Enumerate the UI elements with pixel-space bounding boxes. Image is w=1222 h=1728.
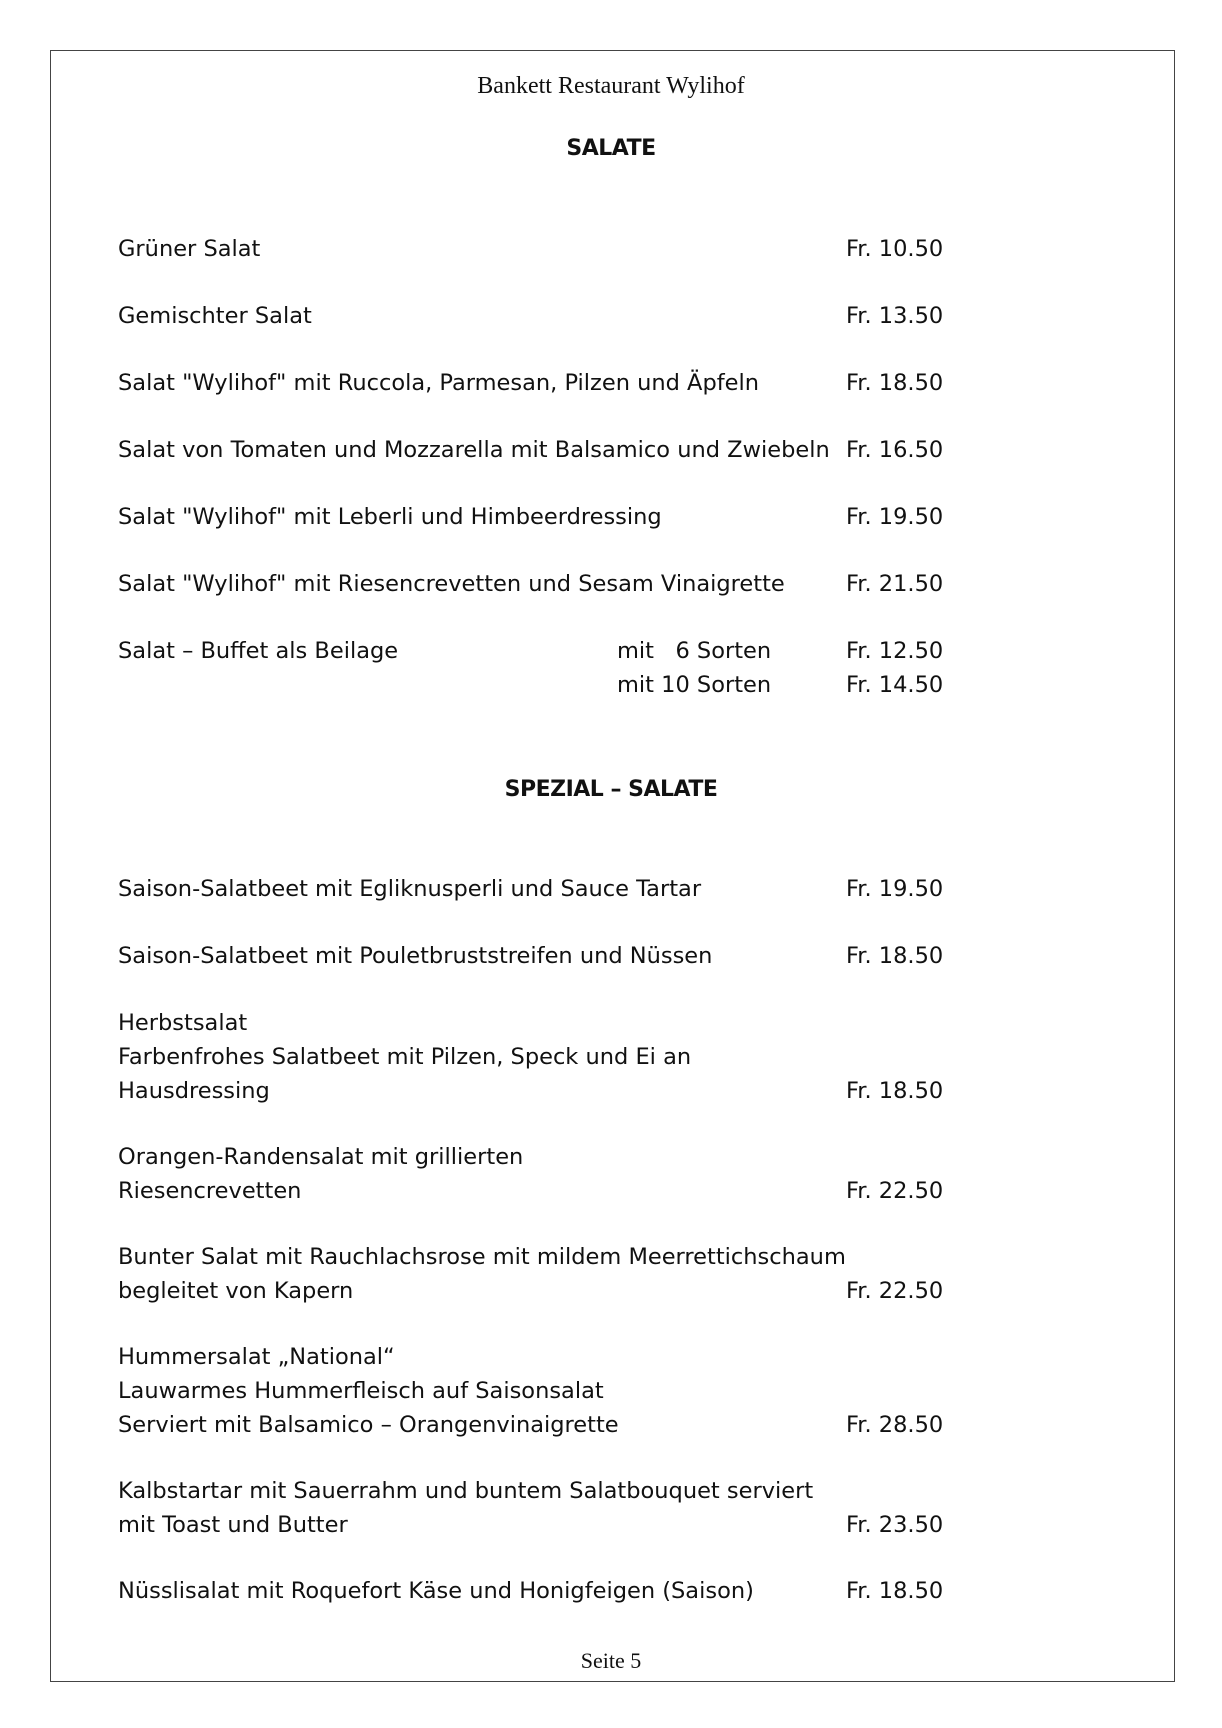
menu-item-description bbox=[118, 299, 848, 333]
menu-item-description bbox=[118, 366, 848, 400]
menu-item-line: Saison-Salatbeet mit Egliknusperli und Sauce Tartar bbox=[118, 876, 702, 902]
menu-item-line: Gemischter Salat bbox=[118, 303, 312, 329]
page-number: Seite 5 bbox=[580, 1648, 642, 1673]
menu-item-price: Fr. 18.50 bbox=[846, 370, 944, 396]
section-title-salate: SALATE bbox=[566, 136, 656, 161]
menu-item-line: Nüsslisalat mit Roquefort Käse und Honigfeigen (Saison) bbox=[118, 1578, 754, 1604]
menu-item-price: Fr. 10.50 bbox=[846, 236, 944, 262]
menu-item-description bbox=[118, 872, 848, 906]
menu-item-line: mit Toast und Butter bbox=[118, 1512, 348, 1538]
menu-item-line: Kalbstartar mit Sauerrahm und buntem Salatbouquet serviert bbox=[118, 1478, 814, 1504]
menu-item-description bbox=[118, 1474, 848, 1542]
menu-item-line: begleitet von Kapern bbox=[118, 1278, 354, 1304]
menu-item-line: Bunter Salat mit Rauchlachsrose mit mildem Meerrettichschaum bbox=[118, 1244, 846, 1270]
menu-item-price: Fr. 19.50 bbox=[846, 876, 944, 902]
menu-item-line: Serviert mit Balsamico – Orangenvinaigrette bbox=[118, 1412, 619, 1438]
menu-item-line: Grüner Salat bbox=[118, 236, 261, 262]
menu-item-price: Fr. 28.50 bbox=[846, 1412, 944, 1438]
menu-item-price: Fr. 19.50 bbox=[846, 504, 944, 530]
menu-item-description bbox=[118, 433, 848, 467]
menu-item-price: Fr. 18.50 bbox=[846, 943, 944, 969]
menu-item-price: Fr. 22.50 bbox=[846, 1278, 944, 1304]
buffet-option-price: Fr. 14.50 bbox=[846, 672, 944, 698]
menu-item-description bbox=[118, 1340, 848, 1442]
menu-item-price: Fr. 21.50 bbox=[846, 571, 944, 597]
menu-item-description bbox=[118, 1140, 848, 1208]
menu-item-price: Fr. 18.50 bbox=[846, 1078, 944, 1104]
menu-item-description bbox=[118, 232, 848, 266]
menu-item-line: Lauwarmes Hummerfleisch auf Saisonsalat bbox=[118, 1378, 604, 1404]
buffet-label: Salat – Buffet als Beilage bbox=[118, 638, 399, 664]
buffet-option-variant: mit 6 Sorten bbox=[617, 638, 772, 664]
section-title-spezial-salate: SPEZIAL – SALATE bbox=[504, 777, 718, 802]
menu-item-description bbox=[118, 567, 848, 601]
menu-item-price: Fr. 16.50 bbox=[846, 437, 944, 463]
menu-item-price: Fr. 18.50 bbox=[846, 1578, 944, 1604]
menu-item-description bbox=[118, 1240, 848, 1308]
menu-item-line: Salat "Wylihof" mit Leberli und Himbeerdressing bbox=[118, 504, 662, 530]
restaurant-name: Bankett Restaurant Wylihof bbox=[477, 73, 745, 99]
menu-item-price: Fr. 23.50 bbox=[846, 1512, 944, 1538]
menu-item-line: Farbenfrohes Salatbeet mit Pilzen, Speck und Ei an bbox=[118, 1044, 692, 1070]
buffet-option-price: Fr. 12.50 bbox=[846, 638, 944, 664]
menu-item-description bbox=[118, 939, 848, 973]
menu-item-line: Hausdressing bbox=[118, 1078, 270, 1104]
menu-item-line: Hummersalat „National“ bbox=[118, 1344, 395, 1370]
menu-item-line: Salat "Wylihof" mit Ruccola, Parmesan, Pilzen und Äpfeln bbox=[118, 370, 760, 396]
menu-item-line: Herbstsalat bbox=[118, 1010, 248, 1036]
buffet-option-variant: mit 10 Sorten bbox=[617, 672, 772, 698]
menu-item-description bbox=[118, 500, 848, 534]
menu-item-price: Fr. 22.50 bbox=[846, 1178, 944, 1204]
menu-item-line: Orangen-Randensalat mit grillierten bbox=[118, 1144, 524, 1170]
menu-item-line: Saison-Salatbeet mit Pouletbruststreifen und Nüssen bbox=[118, 943, 713, 969]
menu-item-description bbox=[118, 1574, 848, 1608]
menu-item-line: Salat "Wylihof" mit Riesencrevetten und Sesam Vinaigrette bbox=[118, 571, 785, 597]
menu-item-line: Salat von Tomaten und Mozzarella mit Balsamico und Zwiebeln bbox=[118, 437, 830, 463]
menu-item-line: Riesencrevetten bbox=[118, 1178, 302, 1204]
menu-item-price: Fr. 13.50 bbox=[846, 303, 944, 329]
menu-item-description bbox=[118, 1006, 848, 1108]
